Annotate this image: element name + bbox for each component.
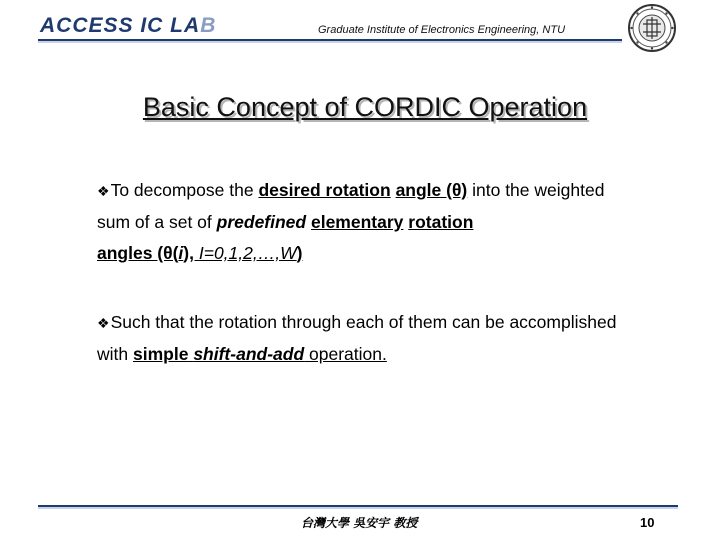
p1-rotation: rotation bbox=[408, 212, 474, 232]
p2-text-5: operation. bbox=[304, 344, 387, 364]
p1-index-i: i bbox=[178, 243, 184, 263]
header-divider bbox=[38, 39, 622, 43]
bullet-paragraph-2 bbox=[97, 307, 617, 370]
p1-close-paren: ) bbox=[296, 243, 303, 263]
lab-logo-faded: B bbox=[200, 14, 217, 37]
lab-logo bbox=[40, 14, 216, 38]
page-number: 10 bbox=[640, 515, 655, 530]
p1-angle-theta: angle (θ) bbox=[395, 180, 468, 200]
p2-simple: simple bbox=[132, 344, 189, 364]
ntu-seal-icon bbox=[628, 4, 676, 52]
p1-predefined: predefined bbox=[216, 212, 307, 232]
p1-desired-rotation: desired rotation bbox=[258, 180, 391, 200]
p1-angles-group bbox=[97, 243, 302, 263]
p1-index-range: I=0,1,2,…,W bbox=[198, 243, 297, 263]
p1-elementary: elementary bbox=[310, 212, 404, 232]
footer-divider bbox=[38, 505, 678, 509]
lab-logo-main: ACCESS IC LA bbox=[40, 14, 201, 37]
footer-author: 台灣大學 吳安宇 教授 bbox=[301, 516, 418, 530]
p2-underlined-group bbox=[133, 344, 387, 364]
institute-name: Graduate Institute of Electronics Engineering, NTU bbox=[318, 24, 566, 36]
p1-angles: angles (θ( bbox=[97, 243, 179, 263]
diamond-bullet-icon: ❖ bbox=[97, 315, 110, 331]
p1-text-1: To decompose the bbox=[110, 180, 259, 200]
diamond-bullet-icon: ❖ bbox=[97, 183, 110, 199]
p1-text-5: into the weighted sum of a set of bbox=[97, 180, 605, 232]
bullet-paragraph-1 bbox=[97, 175, 617, 269]
p2-shift-and-add: shift-and-add bbox=[193, 344, 305, 364]
slide-title: Basic Concept of CORDIC Operation bbox=[142, 92, 588, 122]
p2-text-1: Such that the rotation through each of them can be accomplished with bbox=[97, 312, 617, 364]
p1-text-14: ), bbox=[183, 243, 199, 263]
